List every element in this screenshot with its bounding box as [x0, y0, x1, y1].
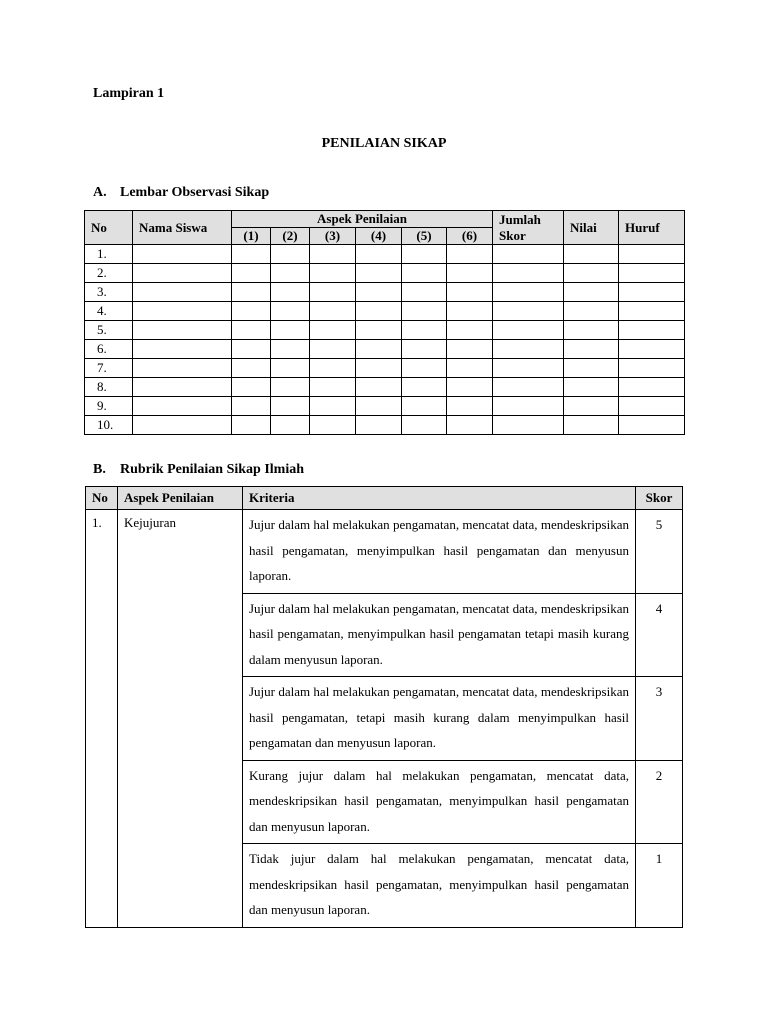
empty-cell — [232, 416, 271, 435]
empty-cell — [271, 378, 310, 397]
empty-cell — [271, 302, 310, 321]
empty-cell — [310, 359, 356, 378]
empty-cell — [232, 245, 271, 264]
empty-cell — [619, 321, 685, 340]
empty-cell — [271, 264, 310, 283]
empty-cell — [619, 378, 685, 397]
empty-cell — [493, 302, 564, 321]
obs-aspect-column-header: (3) — [310, 228, 356, 245]
empty-cell — [619, 245, 685, 264]
rubric-header-kriteria: Kriteria — [243, 487, 636, 510]
empty-cell — [447, 302, 493, 321]
empty-cell — [447, 397, 493, 416]
empty-cell — [447, 264, 493, 283]
empty-cell — [447, 283, 493, 302]
empty-cell — [402, 340, 447, 359]
empty-cell — [564, 264, 619, 283]
empty-cell — [271, 321, 310, 340]
empty-cell — [493, 264, 564, 283]
empty-cell — [447, 245, 493, 264]
empty-cell — [133, 264, 232, 283]
empty-cell — [447, 340, 493, 359]
empty-cell — [402, 264, 447, 283]
page-title: PENILAIAN SIKAP — [321, 136, 447, 151]
rubric-header-aspek: Aspek Penilaian — [118, 487, 243, 510]
row-number: 6. — [85, 340, 133, 359]
rubric-skor: 3 — [636, 677, 683, 761]
empty-cell — [310, 340, 356, 359]
empty-cell — [310, 283, 356, 302]
empty-cell — [402, 283, 447, 302]
empty-cell — [619, 302, 685, 321]
section-a-title: Lembar Observasi Sikap — [120, 185, 270, 200]
empty-cell — [232, 264, 271, 283]
empty-cell — [447, 378, 493, 397]
row-number: 2. — [85, 264, 133, 283]
empty-cell — [402, 378, 447, 397]
rubric-kriteria: Jujur dalam hal melakukan pengamatan, mencatat data, mendeskripsikan hasil pengamatan, menyimpulkan hasil pengamatan tetapi masih kurang dalam menyusun laporan. — [243, 593, 636, 677]
row-number: 5. — [85, 321, 133, 340]
empty-cell — [232, 321, 271, 340]
rubric-header-skor: Skor — [636, 487, 683, 510]
empty-cell — [564, 378, 619, 397]
empty-cell — [133, 283, 232, 302]
empty-cell — [133, 397, 232, 416]
empty-cell — [619, 359, 685, 378]
empty-cell — [232, 302, 271, 321]
empty-cell — [271, 340, 310, 359]
table-row — [85, 283, 685, 302]
empty-cell — [493, 245, 564, 264]
obs-aspect-column-header: (4) — [356, 228, 402, 245]
empty-cell — [310, 245, 356, 264]
section-b-title: Rubrik Penilaian Sikap Ilmiah — [120, 462, 305, 477]
rubric-skor: 5 — [636, 510, 683, 594]
rubric-kriteria: Kurang jujur dalam hal melakukan pengamatan, mencatat data, mendeskripsikan hasil pengamatan, menyimpulkan hasil pengamatan dan menyusun laporan. — [243, 760, 636, 844]
empty-cell — [356, 283, 402, 302]
empty-cell — [133, 340, 232, 359]
rubric-kriteria: Jujur dalam hal melakukan pengamatan, mencatat data, mendeskripsikan hasil pengamatan, menyimpulkan hasil pengamatan dan menyusun laporan. — [243, 510, 636, 594]
table-row — [85, 416, 685, 435]
table-row — [85, 397, 685, 416]
empty-cell — [402, 245, 447, 264]
empty-cell — [493, 397, 564, 416]
empty-cell — [271, 397, 310, 416]
rubric-kriteria: Tidak jujur dalam hal melakukan pengamatan, mencatat data, mendeskripsikan hasil pengamatan, menyimpulkan hasil pengamatan dan menyusun laporan. — [243, 844, 636, 928]
empty-cell — [402, 302, 447, 321]
obs-aspect-column-header: (1) — [232, 228, 271, 245]
section-b-letter: B. — [93, 462, 106, 477]
obs-header-aspek: Aspek Penilaian — [232, 211, 493, 228]
rubric-header-no: No — [86, 487, 118, 510]
empty-cell — [356, 378, 402, 397]
empty-cell — [493, 340, 564, 359]
obs-aspect-column-header: (6) — [447, 228, 493, 245]
rubric-skor: 1 — [636, 844, 683, 928]
appendix-label: Lampiran 1 — [93, 86, 165, 101]
obs-header-nilai: Nilai — [564, 211, 619, 245]
empty-cell — [356, 264, 402, 283]
empty-cell — [619, 264, 685, 283]
empty-cell — [564, 245, 619, 264]
empty-cell — [133, 302, 232, 321]
rubric-kriteria: Jujur dalam hal melakukan pengamatan, mencatat data, mendeskripsikan hasil pengamatan, tetapi masih kurang dalam menyimpulkan hasil pengamatan dan menyusun laporan. — [243, 677, 636, 761]
empty-cell — [356, 302, 402, 321]
section-a-letter: A. — [93, 185, 107, 200]
obs-header-nama: Nama Siswa — [133, 211, 232, 245]
empty-cell — [493, 321, 564, 340]
empty-cell — [310, 321, 356, 340]
empty-cell — [619, 397, 685, 416]
row-number: 8. — [85, 378, 133, 397]
table-row — [85, 302, 685, 321]
obs-aspect-column-header: (5) — [402, 228, 447, 245]
rubric-skor: 2 — [636, 760, 683, 844]
empty-cell — [271, 416, 310, 435]
empty-cell — [564, 302, 619, 321]
empty-cell — [310, 397, 356, 416]
empty-cell — [133, 321, 232, 340]
row-number: 4. — [85, 302, 133, 321]
row-number: 9. — [85, 397, 133, 416]
empty-cell — [564, 340, 619, 359]
empty-cell — [232, 283, 271, 302]
table-row — [85, 340, 685, 359]
empty-cell — [356, 321, 402, 340]
empty-cell — [447, 416, 493, 435]
empty-cell — [133, 378, 232, 397]
empty-cell — [310, 264, 356, 283]
empty-cell — [356, 245, 402, 264]
section-a-heading — [93, 185, 269, 201]
empty-cell — [564, 283, 619, 302]
obs-header-jumlah: Jumlah Skor — [493, 211, 564, 245]
empty-cell — [447, 321, 493, 340]
empty-cell — [356, 416, 402, 435]
rubric-skor: 4 — [636, 593, 683, 677]
empty-cell — [232, 359, 271, 378]
empty-cell — [232, 378, 271, 397]
empty-cell — [133, 416, 232, 435]
empty-cell — [271, 283, 310, 302]
empty-cell — [564, 416, 619, 435]
empty-cell — [619, 416, 685, 435]
empty-cell — [356, 397, 402, 416]
empty-cell — [133, 359, 232, 378]
empty-cell — [356, 340, 402, 359]
empty-cell — [493, 283, 564, 302]
rubric-table — [85, 486, 683, 928]
table-row — [85, 359, 685, 378]
empty-cell — [402, 321, 447, 340]
table-row — [85, 321, 685, 340]
empty-cell — [310, 302, 356, 321]
rubric-row — [86, 510, 683, 594]
observation-table — [84, 210, 685, 435]
empty-cell — [271, 245, 310, 264]
table-row — [85, 245, 685, 264]
rubric-no: 1. — [86, 510, 118, 928]
empty-cell — [402, 397, 447, 416]
obs-aspect-column-header: (2) — [271, 228, 310, 245]
empty-cell — [493, 416, 564, 435]
rubric-aspek: Kejujuran — [118, 510, 243, 928]
table-row — [85, 264, 685, 283]
row-number: 7. — [85, 359, 133, 378]
row-number: 3. — [85, 283, 133, 302]
empty-cell — [356, 359, 402, 378]
empty-cell — [402, 416, 447, 435]
empty-cell — [619, 340, 685, 359]
row-number: 1. — [85, 245, 133, 264]
table-row — [85, 378, 685, 397]
section-b-heading — [93, 462, 304, 478]
empty-cell — [271, 359, 310, 378]
row-number: 10. — [85, 416, 133, 435]
empty-cell — [564, 359, 619, 378]
empty-cell — [232, 397, 271, 416]
empty-cell — [310, 416, 356, 435]
empty-cell — [493, 378, 564, 397]
empty-cell — [619, 283, 685, 302]
obs-header-huruf: Huruf — [619, 211, 685, 245]
empty-cell — [232, 340, 271, 359]
empty-cell — [447, 359, 493, 378]
empty-cell — [133, 245, 232, 264]
empty-cell — [310, 378, 356, 397]
empty-cell — [564, 397, 619, 416]
empty-cell — [402, 359, 447, 378]
empty-cell — [564, 321, 619, 340]
empty-cell — [493, 359, 564, 378]
obs-header-no: No — [85, 211, 133, 245]
